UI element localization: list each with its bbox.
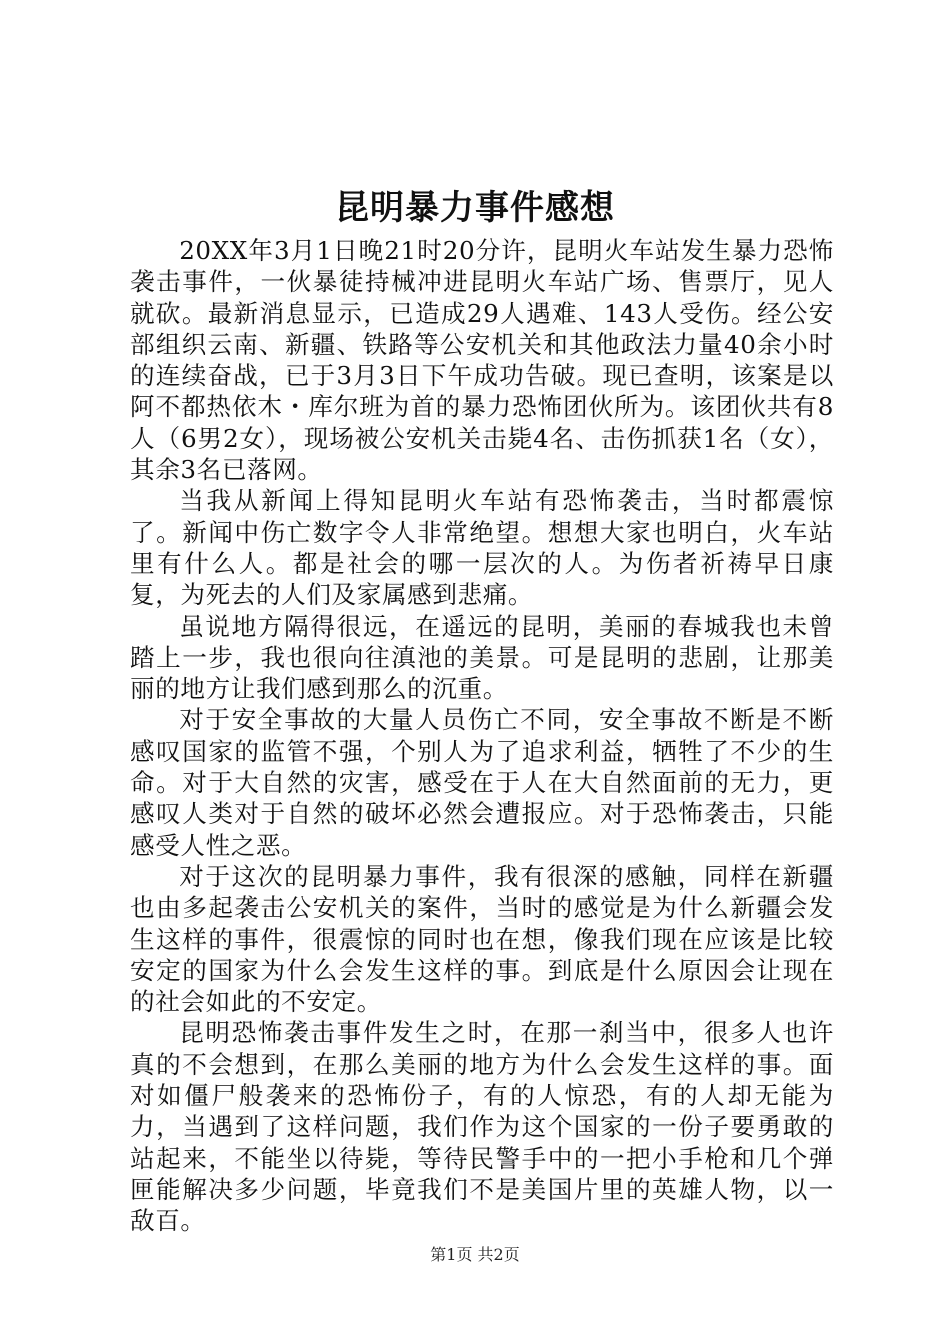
paragraph-5: 对于这次的昆明暴力事件，我有很深的感触，同样在新疆也由多起袭击公安机关的案件，当时的感觉是为什么新疆会发生这样的事件，很震惊的同时也在想，像我们现在应该是比较安定的国家为什么会发生这样的事。到底是什么原因会让现在的社会如此的不安定。 [130, 861, 834, 1017]
paragraph-3: 虽说地方隔得很远，在遥远的昆明，美丽的春城我也未曾踏上一步，我也很向往滇池的美景。可是昆明的悲剧，让那美丽的地方让我们感到那么的沉重。 [130, 611, 834, 704]
paragraph-2: 当我从新闻上得知昆明火车站有恐怖袭击，当时都震惊了。新闻中伤亡数字令人非常绝望。想想大家也明白，火车站里有什么人。都是社会的哪一层次的人。为伤者祈祷早日康复，为死去的人们及家属感到悲痛。 [130, 486, 834, 610]
page-title: 昆明暴力事件感想 [335, 188, 615, 228]
page-number-footer: 第1页 共2页 [430, 1245, 520, 1264]
document-body [130, 235, 834, 1237]
paragraph-6: 昆明恐怖袭击事件发生之时，在那一刹当中，很多人也许真的不会想到，在那么美丽的地方为什么会发生这样的事。面对如僵尸般袭来的恐怖份子，有的人惊恐，有的人却无能为力，当遇到了这样问题，我们作为这个国家的一份子要勇敢的站起来，不能坐以待毙，等待民警手中的一把小手枪和几个弹匣能解决多少问题，毕竟我们不是美国片里的英雄人物，以一敌百。 [130, 1018, 834, 1236]
paragraph-4: 对于安全事故的大量人员伤亡不同，安全事故不断是不断感叹国家的监管不强，个别人为了追求利益，牺牲了不少的生命。对于大自然的灾害，感受在于人在大自然面前的无力，更感叹人类对于自然的破坏必然会遭报应。对于恐怖袭击，只能感受人性之恶。 [130, 705, 834, 860]
paragraph-1: 20XX年3月1日晚21时20分许，昆明火车站发生暴力恐怖袭击事件，一伙暴徒持械冲进昆明火车站广场、售票厅，见人就砍。最新消息显示，已造成29人遇难、143人受伤。经公安部组织云南、新疆、铁路等公安机关和其他政法力量40余小时的连续奋战，已于3月3日下午成功告破。现已查明，该案是以阿不都热依木・库尔班为首的暴力恐怖团伙所为。该团伙共有8人（6男2女），现场被公安机关击毙4名、击伤抓获1名（女），其余3名已落网。 [130, 236, 834, 485]
